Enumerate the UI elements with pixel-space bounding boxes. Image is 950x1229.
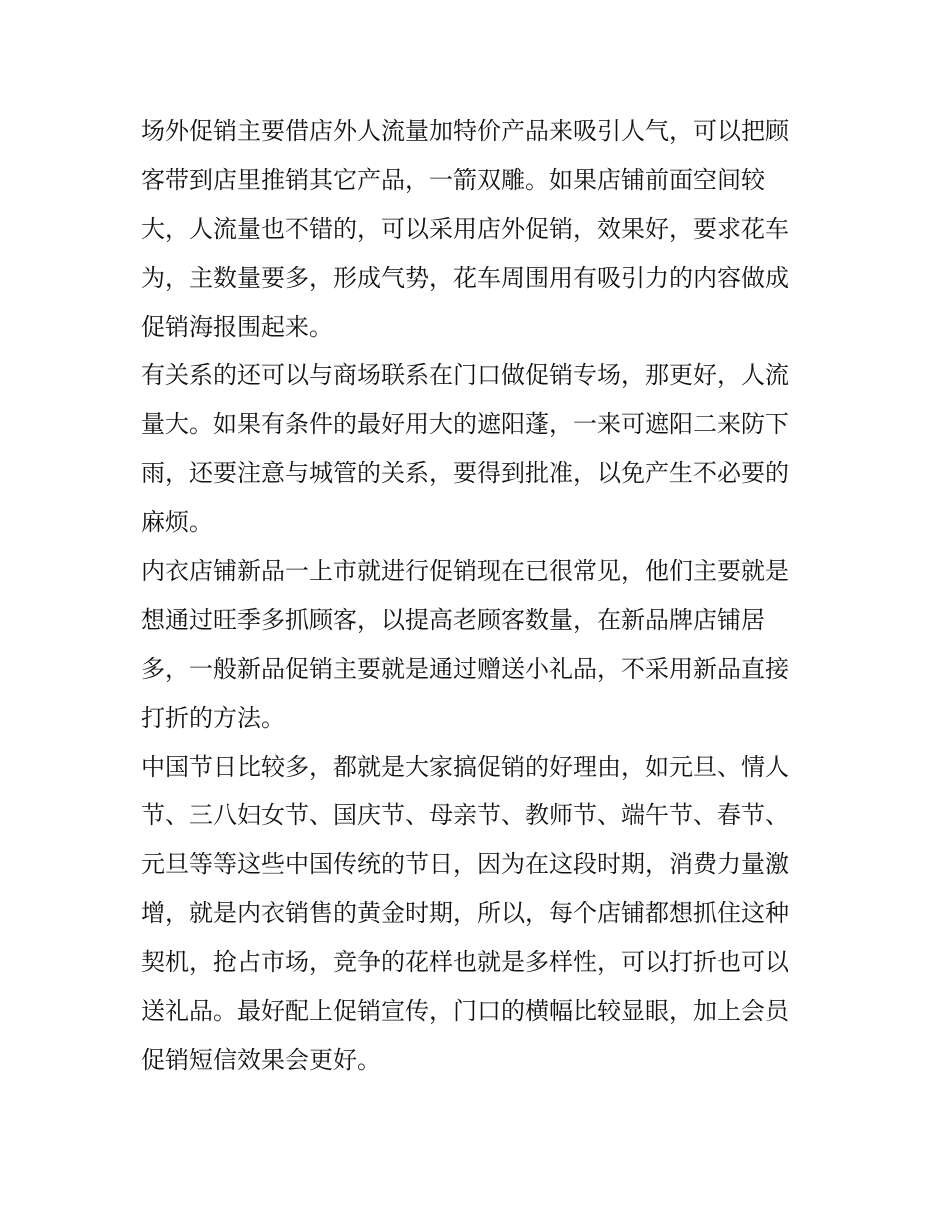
paragraph-3-line-3: 多，一般新品促销主要就是通过赠送小礼品，不采用新品直接 (141, 654, 789, 683)
paragraph-1-line-3: 大，人流量也不错的，可以采用店外促销，效果好，要求花车 (141, 214, 789, 243)
paragraph-4-line-5: 契机，抢占市场，竞争的花样也就是多样性，可以打折也可以 (141, 948, 789, 977)
paragraph-2-line-3: 雨，还要注意与城管的关系，要得到批准，以免产生不必要的 (141, 459, 789, 488)
paragraph-1-line-1: 场外促销主要借店外人流量加特价产品来吸引人气，可以把顾 (141, 117, 789, 145)
paragraph-2-line-4: 麻烦。 (141, 508, 213, 537)
paragraph-2-line-2: 量大。如果有条件的最好用大的遮阳蓬，一来可遮阳二来防下 (141, 410, 789, 439)
document-body (141, 107, 821, 1085)
paragraph-4-line-2: 节、三八妇女节、国庆节、母亲节、教师节、端午节、春节、 (141, 801, 789, 830)
paragraph-3-line-1: 内衣店铺新品一上市就进行促销现在已很常见，他们主要就是 (141, 557, 789, 586)
paragraph-4-line-1: 中国节日比较多，都就是大家搞促销的好理由，如元旦、情人 (141, 752, 789, 781)
paragraph-3-line-4: 打折的方法。 (141, 703, 285, 732)
paragraph-2-line-1: 有关系的还可以与商场联系在门口做促销专场，那更好，人流 (141, 361, 789, 390)
paragraph-4-line-6: 送礼品。最好配上促销宣传，门口的横幅比较显眼，加上会员 (141, 997, 789, 1026)
paragraph-3-line-2: 想通过旺季多抓顾客，以提高老顾客数量，在新品牌店铺居 (141, 605, 765, 634)
paragraph-1-line-4: 为，主数量要多，形成气势，花车周围用有吸引力的内容做成 (141, 263, 789, 292)
paragraph-4-line-7: 促销短信效果会更好。 (141, 1045, 381, 1074)
paragraph-1-line-2: 客带到店里推销其它产品，一箭双雕。如果店铺前面空间较 (141, 165, 765, 194)
paragraph-4-line-3: 元旦等等这些中国传统的节日，因为在这段时期，消费力量激 (141, 850, 789, 879)
paragraph-1-line-5: 促销海报围起来。 (141, 312, 333, 341)
paragraph-4-line-4: 增，就是内衣销售的黄金时期，所以，每个店铺都想抓住这种 (141, 899, 789, 928)
